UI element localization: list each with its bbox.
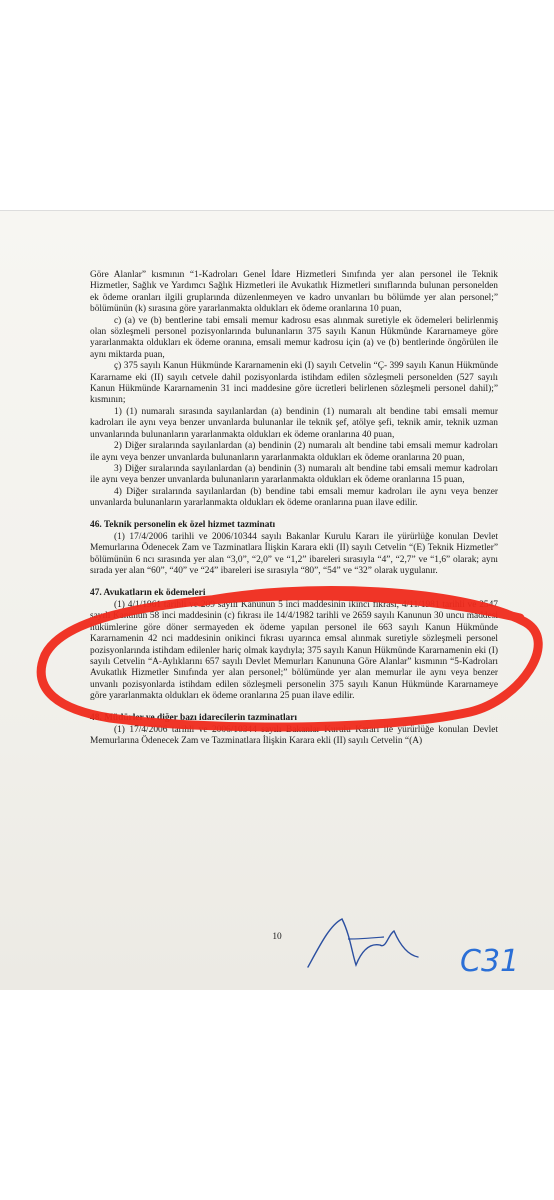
document-body [90,270,498,748]
paragraph: 1) (1) numaralı sırasında sayılanlardan (a) bendinin (1) numaralı alt bendine tabi emsali memur kadroları ile aynı veya benzer unvanlarda bulunanlar ile teknik şef, atölye şefi, teknik amir, teknik uzman unvanlarında bulunanların yararlanmakta oldukları ek ödeme oranlarına 40 puan, [90,406,498,440]
bottom-blank-area [0,990,554,1200]
paragraph: ç) 375 sayılı Kanun Hükmünde Kararnamenin eki (I) sayılı Cetvelin “Ç- 399 sayılı Kanun Hükmünde Kararname eki (II) sayılı cetvele dahil pozisyonlarda istihdam edilen sözleşmeli personelden (527 sayılı Kanun Hükmünde Kararnamenin 31 inci maddesine göre ücretleri belirlenen sözleşmeli personel dahil);” kısmının; [90,361,498,406]
paragraph: c) (a) ve (b) bentlerine tabi emsali memur kadrosu esas alınmak suretiyle ek ödemeleri belirlenmiş olan sözleşmeli personel pozisyonlarında bulunanların 375 sayılı Kanun Hükmünde Kararnameye göre yararlanmakta oldukları ek ödeme oranına, emsali memur kadrosu için (a) ve (b) bentlerinde öngörülen ile aynı miktarda puan, [90,315,498,360]
handwritten-note: C31 [460,944,520,979]
section-47-text: (1) 4/1/1961 tarihli ve 209 sayılı Kanunun 5 inci maddesinin ikinci fıkrası, 4/11/1981 tarihli ve 2547 sayılı Kanunun 58 inci maddesinin (c) fıkrası ile 14/4/1982 tarihli ve 2659 sayılı Kanunun 30 uncu maddesi hükümlerine göre döner sermayeden ek ödeme yapılan personel ile 663 sayılı Kanun Hükmünde Kararnamenin 42 nci maddesinin onikinci fıkrası uyarınca emsal alınmak suretiyle sözleşmeli personel pozisyonlarında istihdam edilenler hariç olmak kaydıyla; 375 sayılı Kanun Hükmünde Kararnamenin eki (I) sayılı Cetvelin “A-Aylıklarını 657 sayılı Devlet Memurları Kanununa Göre Alanlar” kısmının “5-Kadroları Avukatlık Hizmetler Sınıfında yer alan personel;” bölümünde yer alan memurlar ile aynı veya benzer unvanlı pozisyonlarda istihdam edilen sözleşmeli personelin 375 sayılı Kanun Hükmünde Kararnameye göre yararlanmakta oldukları ek ödeme oranlarına 25 puan ilave edilir. [90,599,498,702]
section-47-heading: 47. Avukatların ek ödemeleri [90,587,206,598]
section-48-heading: 48. Müdürler ve diğer bazı idarecilerin tazminatları [90,712,297,723]
paragraph: Göre Alanlar” kısmının “1-Kadroları Genel İdare Hizmetleri Sınıfında yer alan personel ile Teknik Hizmetler, Sağlık ve Yardımcı Sağlık Hizmetleri ile Avukatlık Hizmetleri sınıflarında bulunan personelden ek ödeme oranları ilgili gruplarında düzenlenmeyen ve kadro unvanları bu bölümde yer alan personel;” bölümünün (k) sırasına göre yararlanmakta oldukları ek ödeme oranlarına 10 puan, [90,270,498,315]
top-blank-area [0,0,554,210]
paragraph: 2) Diğer sıralarında sayılanlardan (a) bendinin (2) numaralı alt bendine tabi emsali memur kadroları ile aynı veya benzer unvanlarda bulunanların yararlanmakta oldukları ek ödeme oranlarına 20 puan, [90,441,498,463]
signature [300,905,540,985]
section-48-text: (1) 17/4/2006 tarihli ve 2006/10344 sayılı Bakanlar Kurulu Kararı ile yürürlüğe konulan Devlet Memurlarına Ödenecek Zam ve Tazminatlara İlişkin Karara ekli (II) sayılı Cetvelin “(A) [90,725,498,747]
page-number: 10 [272,932,282,942]
section-46-heading: 46. Teknik personelin ek özel hizmet tazminatı [90,519,276,530]
signature-underline [348,937,384,939]
paragraph: 4) Diğer sıralarında sayılanlardan (b) bendine tabi emsali memur kadroları ile aynı veya benzer unvanlarda bulunanların yararlanmakta oldukları ek ödeme oranlarına puan ilave edilir. [90,486,498,509]
signature-stroke [308,919,418,967]
paragraph: 3) Diğer sıralarında sayılanlardan (a) bendinin (3) numaralı alt bendine tabi emsali memur kadroları ile aynı veya benzer unvanlarda bulunanların yararlanmakta oldukları ek ödeme oranlarına 15 puan, [90,463,498,486]
section-46-text: (1) 17/4/2006 tarihli ve 2006/10344 sayılı Bakanlar Kurulu Kararı ile yürürlüğe konulan Devlet Memurlarına Ödenecek Zam ve Tazminatlara İlişkin Karara ekli (II) sayılı Cetvelin “(E) Teknik Hizmetler” bölümünün 6 ncı sırasında yer alan “3,0”, “2,0” ve “1,2” ibareleri sırasıyla “4”, “2,7” ve “1,6” olarak; aynı sırada yer alan “60”, “40” ve “24” ibareleri ise sırasıyla “80”, “54” ve “32” olarak uygulanır. [90,531,498,577]
